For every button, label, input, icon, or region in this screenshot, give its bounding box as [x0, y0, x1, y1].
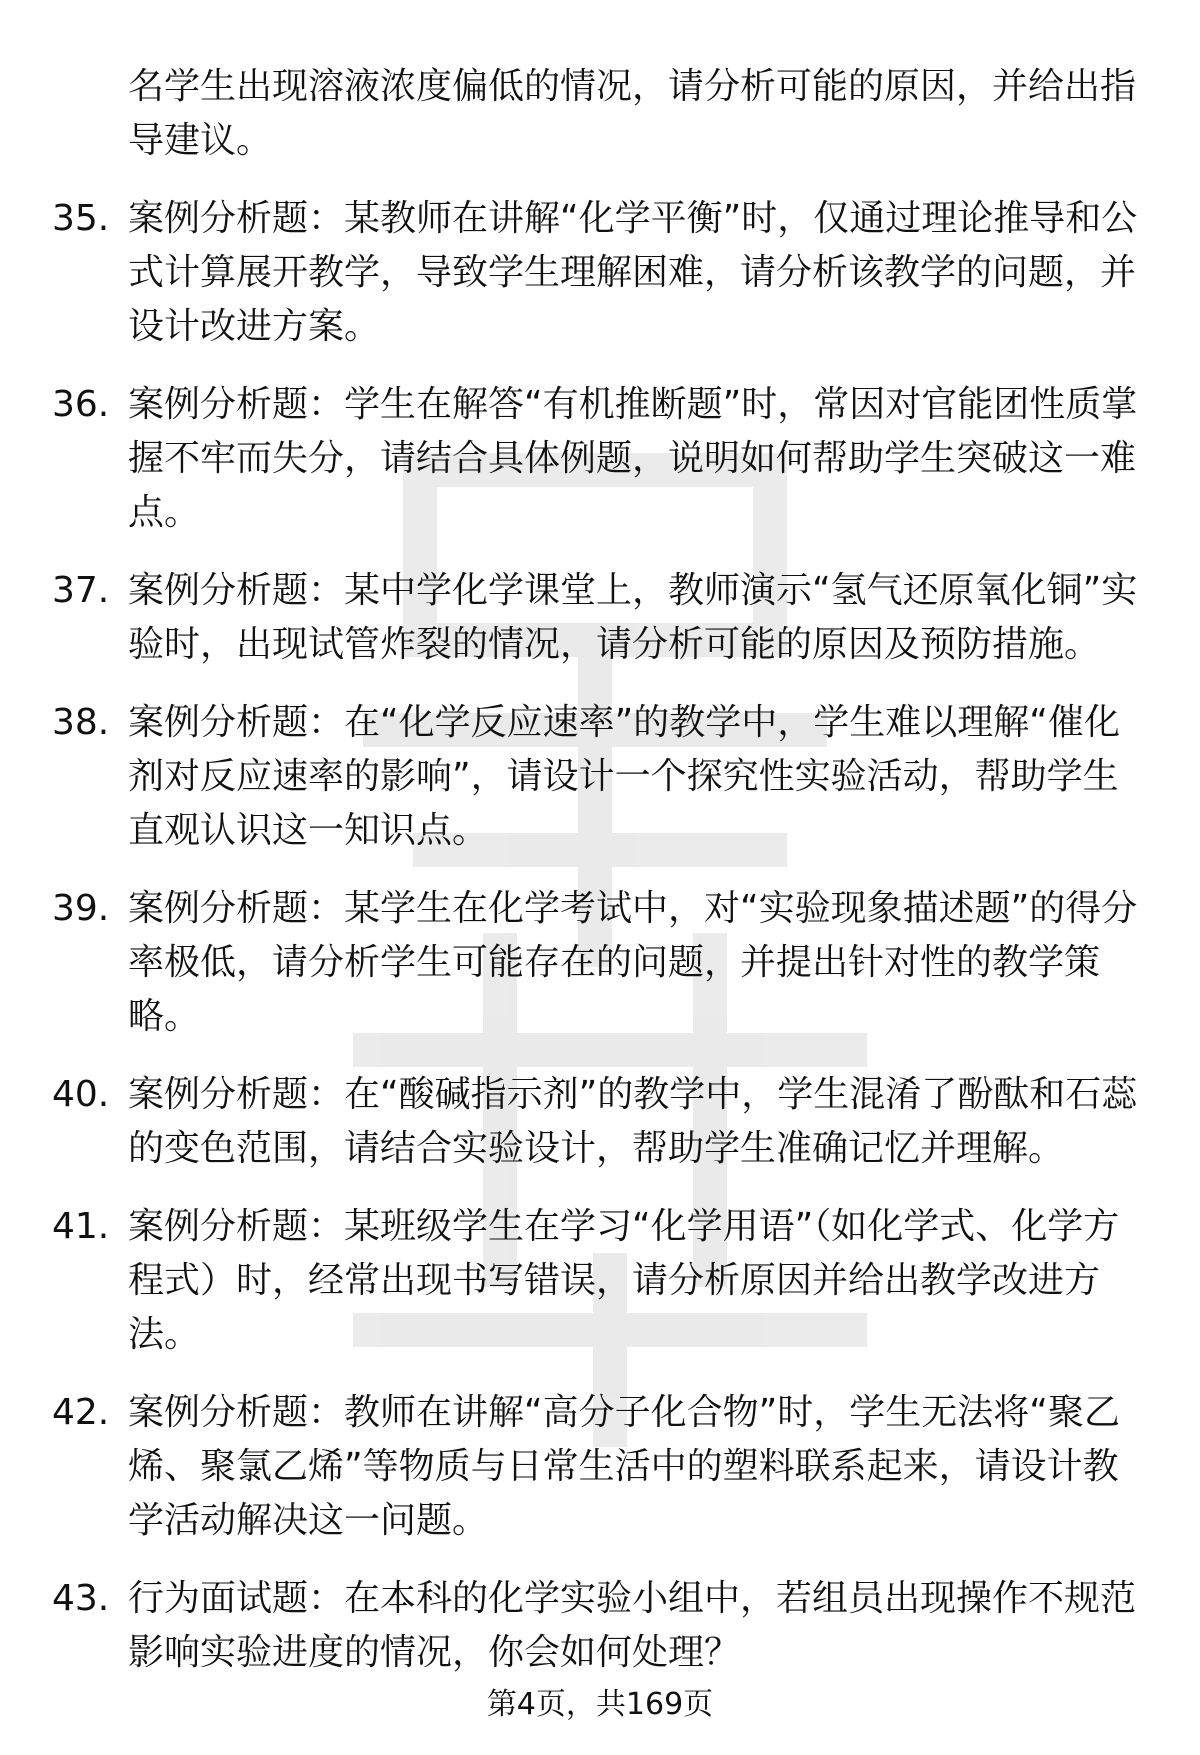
- continued-paragraph: 名学生出现溶液浓度偏低的情况，请分析可能的原因，并给出指导建议。: [128, 66, 1137, 161]
- question-text: 案例分析题：某班级学生在学习“化学用语”（如化学式、化学方程式）时，经常出现书写错误，请分析原因并给出教学改进方法。: [128, 1206, 1120, 1355]
- question-text: 案例分析题：在“化学反应速率”的教学中，学生难以理解“催化剂对反应速率的影响”，请设计一个探究性实验活动，帮助学生直观认识这一知识点。: [128, 702, 1120, 851]
- question-number: 36.: [52, 384, 110, 425]
- question-number: 35.: [52, 198, 110, 239]
- question-number: 39.: [52, 888, 110, 929]
- page-footer: 第4页，共169页: [486, 1687, 714, 1722]
- question-number: 43.: [52, 1578, 110, 1619]
- question-item: [52, 882, 1142, 1044]
- question-number: 41.: [52, 1206, 110, 1247]
- question-item: [52, 696, 1142, 858]
- question-text: 案例分析题：学生在解答“有机推断题”时，常因对官能团性质掌握不牢而失分，请结合具体例题，说明如何帮助学生突破这一难点。: [128, 384, 1138, 533]
- question-number: 40.: [52, 1074, 110, 1115]
- question-text: 案例分析题：在“酸碱指示剂”的教学中，学生混淆了酚酞和石蕊的变色范围，请结合实验设计，帮助学生准确记忆并理解。: [128, 1074, 1138, 1169]
- question-item: [52, 564, 1142, 672]
- question-text: 案例分析题：某中学化学课堂上，教师演示“氢气还原氧化铜”实验时，出现试管炸裂的情况，请分析可能的原因及预防措施。: [128, 570, 1138, 665]
- question-item: [52, 378, 1142, 540]
- question-number: 38.: [52, 702, 110, 743]
- question-number: 37.: [52, 570, 110, 611]
- question-text: 案例分析题：教师在讲解“高分子化合物”时，学生无法将“聚乙烯、聚氯乙烯”等物质与日常生活中的塑料联系起来，请设计教学活动解决这一问题。: [128, 1392, 1120, 1541]
- question-item: [52, 1200, 1142, 1362]
- question-text: 案例分析题：某教师在讲解“化学平衡”时，仅通过理论推导和公式计算展开教学，导致学生理解困难，请分析该教学的问题，并设计改进方案。: [128, 198, 1138, 347]
- question-text: 案例分析题：某学生在化学考试中，对“实验现象描述题”的得分率极低，请分析学生可能存在的问题，并提出针对性的教学策略。: [128, 888, 1138, 1037]
- question-text: 行为面试题：在本科的化学实验小组中，若组员出现操作不规范影响实验进度的情况，你会如何处理？: [128, 1578, 1137, 1673]
- question-item: [52, 1386, 1142, 1548]
- question-item: [52, 1068, 1142, 1176]
- question-number: 42.: [52, 1392, 110, 1433]
- document-content: [52, 60, 1142, 1704]
- question-item: [52, 1572, 1142, 1680]
- question-item: [52, 192, 1142, 354]
